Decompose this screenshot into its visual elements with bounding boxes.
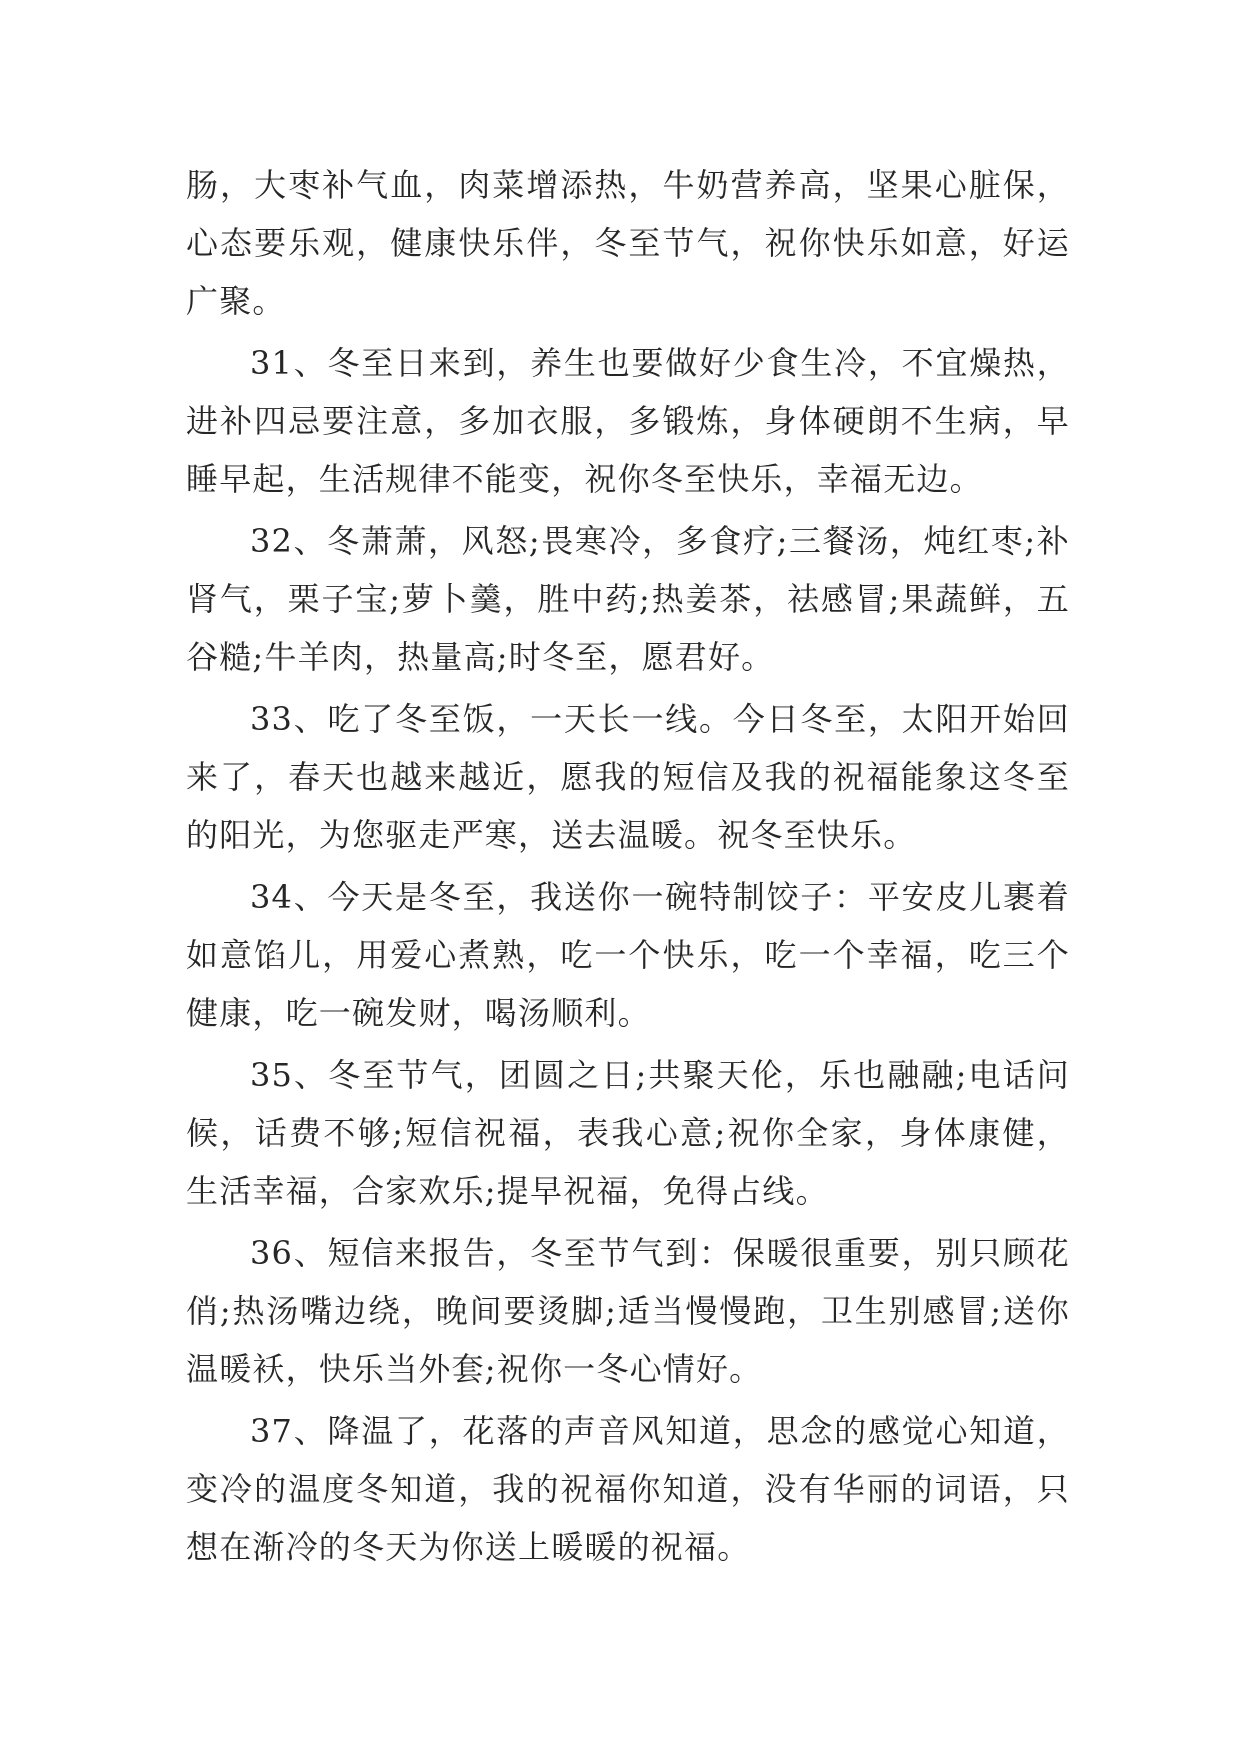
paragraph-31: 31、冬至日来到，养生也要做好少食生冷，不宜燥热，进补四忌要注意，多加衣服，多锻炼，身体硬朗不生病，早睡早起，生活规律不能变，祝你冬至快乐，幸福无边。 [186,344,1070,498]
document-body [186,156,1070,1580]
paragraph-32: 32、冬萧萧，风怒;畏寒冷，多食疗;三餐汤，炖红枣;补肾气，栗子宝;萝卜羹，胜中药;热姜茶，祛感冒;果蔬鲜，五谷糙;牛羊肉，热量高;时冬至，愿君好。 [186,522,1070,676]
paragraph-34: 34、今天是冬至，我送你一碗特制饺子：平安皮儿裹着如意馅儿，用爱心煮熟，吃一个快乐，吃一个幸福，吃三个健康，吃一碗发财，喝汤顺利。 [186,878,1070,1032]
paragraph-37: 37、降温了，花落的声音风知道，思念的感觉心知道，变冷的温度冬知道，我的祝福你知道，没有华丽的词语，只想在渐冷的冬天为你送上暖暖的祝福。 [186,1412,1070,1566]
paragraph-36: 36、短信来报告，冬至节气到：保暖很重要，别只顾花俏;热汤嘴边绕，晚间要烫脚;适当慢慢跑，卫生别感冒;送你温暖袄，快乐当外套;祝你一冬心情好。 [186,1234,1070,1388]
paragraph-35: 35、冬至节气，团圆之日;共聚天伦，乐也融融;电话问候，话费不够;短信祝福，表我心意;祝你全家，身体康健，生活幸福，合家欢乐;提早祝福，免得占线。 [186,1056,1070,1210]
paragraph-continuation: 肠，大枣补气血，肉菜增添热，牛奶营养高，坚果心脏保，心态要乐观，健康快乐伴，冬至节气，祝你快乐如意，好运广聚。 [186,166,1070,320]
paragraph-33: 33、吃了冬至饭，一天长一线。今日冬至，太阳开始回来了，春天也越来越近，愿我的短信及我的祝福能象这冬至的阳光，为您驱走严寒，送去温暖。祝冬至快乐。 [186,700,1070,854]
